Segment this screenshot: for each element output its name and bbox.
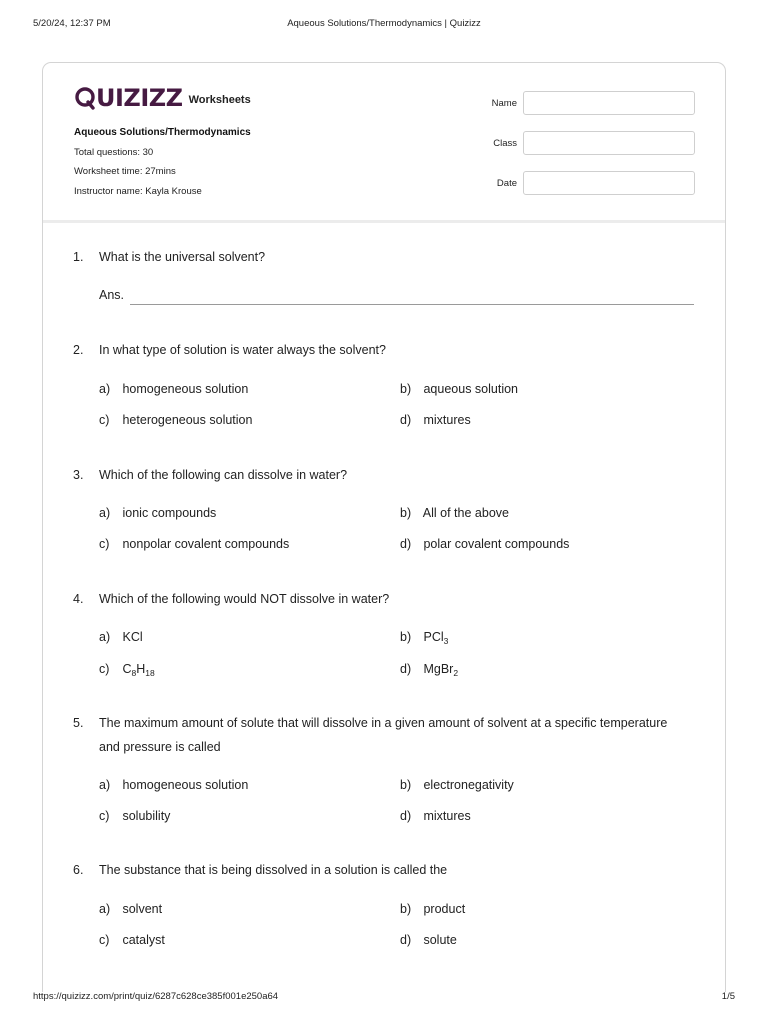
print-page-title: Aqueous Solutions/Thermodynamics | Quizizz: [287, 18, 481, 29]
option-3a: a) ionic compounds: [99, 506, 217, 520]
print-page-number: 1/5: [721, 991, 735, 1002]
class-label: Class: [493, 138, 517, 149]
print-header: [33, 18, 735, 32]
print-footer: [33, 991, 735, 1005]
quiz-title: Aqueous Solutions/Thermodynamics: [74, 127, 251, 138]
date-field[interactable]: [523, 171, 695, 195]
option-3d: d) polar covalent compounds: [400, 537, 570, 551]
class-field[interactable]: [523, 131, 695, 155]
question-number: 1.: [73, 250, 84, 264]
answer-line-1[interactable]: [99, 288, 694, 308]
question-number: 4.: [73, 592, 84, 606]
option-5c: c) solubility: [99, 809, 171, 823]
option-4d: d) MgBr$_2$: [400, 662, 459, 678]
option-5d: d) mixtures: [400, 809, 471, 823]
answer-label: Ans.: [99, 288, 125, 302]
worksheet-card: [42, 62, 726, 992]
option-3c: c) nonpolar covalent compounds: [99, 537, 290, 551]
logo-wordmark: UIZIZZ: [96, 84, 183, 112]
quizizz-q-icon: [74, 86, 96, 110]
class-field-row: [473, 131, 695, 155]
date-field-row: [473, 171, 695, 195]
print-url: https://quizizz.com/print/quiz/6287c628ce385f001e250a64: [33, 991, 279, 1002]
option-6b: b) product: [400, 902, 466, 916]
option-6c: c) catalyst: [99, 933, 165, 947]
question-number: 6.: [73, 863, 84, 877]
option-5b: b) electronegativity: [400, 778, 514, 792]
option-6d: d) solute: [400, 933, 457, 947]
question-number: 5.: [73, 716, 84, 730]
question-text: Which of the following can dissolve in water?: [99, 468, 348, 482]
option-5a: a) homogeneous solution: [99, 778, 249, 792]
question-text: In what type of solution is water always the solvent?: [99, 343, 386, 357]
question-text: [99, 711, 693, 759]
option-2d: d) mixtures: [400, 413, 471, 427]
name-field[interactable]: [523, 91, 695, 115]
option-4b: b) PCl$_3$: [400, 630, 449, 646]
name-label: Name: [491, 98, 517, 109]
option-4a: a) KCl: [99, 630, 143, 644]
question-number: 2.: [73, 343, 84, 357]
question-text: The substance that is being dissolved in a solution is called the: [99, 863, 448, 877]
print-datetime: 5/20/24, 12:37 PM: [33, 18, 111, 29]
worksheet-header: [43, 63, 725, 223]
worksheet-time: Worksheet time: 27mins: [74, 166, 176, 177]
name-field-row: [473, 91, 695, 115]
answer-underline: [130, 304, 694, 305]
question-text: Which of the following would NOT dissolve in water?: [99, 592, 390, 606]
question-text-line-1: The maximum amount of solute that will dissolve in a given amount of solvent at a specific temperature: [99, 716, 668, 730]
option-3b: b) All of the above: [400, 506, 509, 520]
question-5: [73, 711, 693, 759]
logo-subtitle: Worksheets: [188, 94, 251, 106]
option-4c: c) $C_8H_{18}$: [99, 662, 155, 678]
quizizz-logo: [74, 85, 251, 111]
date-label: Date: [496, 178, 517, 189]
instructor-name: Instructor name: Kayla Krouse: [74, 186, 202, 197]
option-6a: a) solvent: [99, 902, 163, 916]
question-text: What is the universal solvent?: [99, 250, 266, 264]
option-2a: a) homogeneous solution: [99, 382, 249, 396]
option-2c: c) heterogeneous solution: [99, 413, 253, 427]
total-questions: Total questions: 30: [74, 147, 154, 158]
question-number: 3.: [73, 468, 84, 482]
question-text-line-2: and pressure is called: [99, 740, 221, 754]
option-2b: b) aqueous solution: [400, 382, 519, 396]
